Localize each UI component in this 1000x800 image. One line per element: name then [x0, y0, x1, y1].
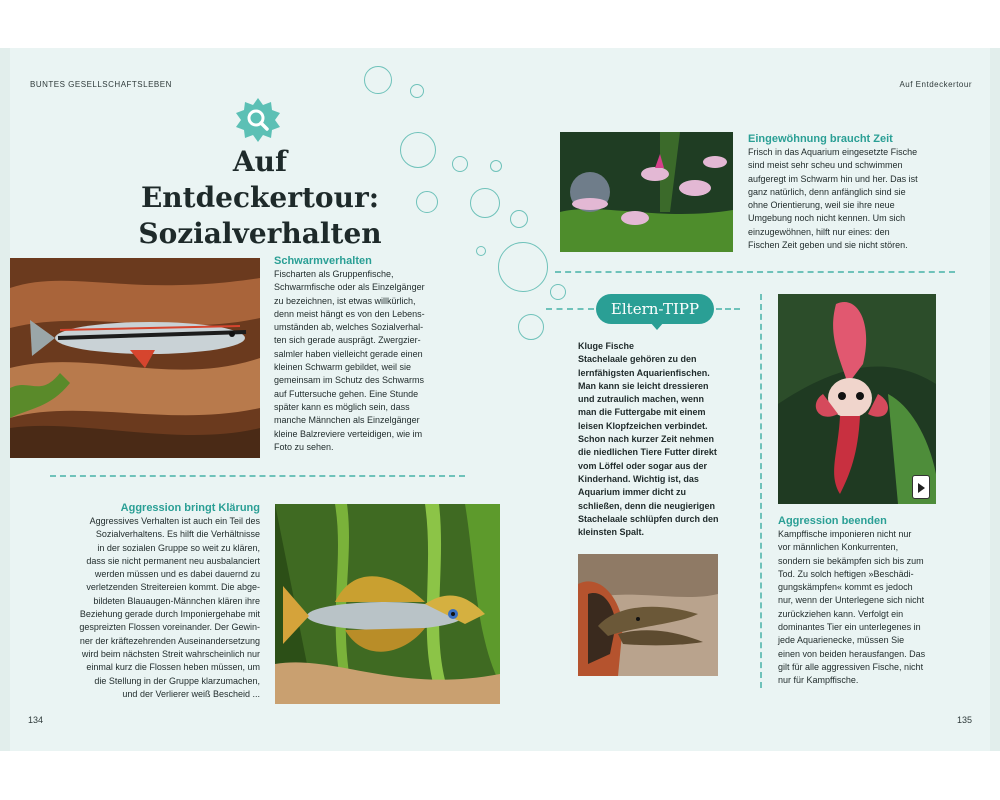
photo-blue-eye-fish: [275, 504, 500, 704]
page-title-line1: Auf Entdeckertour:: [140, 145, 380, 214]
tipp-line-right: [716, 308, 740, 310]
text-line: nur, wenn der Unterlegene sich nicht: [778, 595, 925, 606]
page-title: [110, 144, 410, 252]
text-line: werden müssen und es dabei dauernd zu: [94, 569, 260, 580]
text-line: umständen ab, welches Sozialverhal-: [274, 322, 424, 333]
aggression-beenden-heading: Aggression beenden: [778, 515, 887, 527]
text-line: Fischen Zeit geben und sie nicht stören.: [748, 240, 908, 251]
tipp-line-left: [546, 308, 594, 310]
video-play-icon[interactable]: [912, 475, 930, 499]
text-line: Umgebung noch nicht kennen. Um sich: [748, 213, 906, 224]
tipp-text: [578, 353, 753, 539]
text-line: ganz natürlich, denn anfänglich sind sie: [748, 186, 906, 197]
text-line: aufgeregt im Schwarm hin und her. Das ist: [748, 173, 918, 184]
text-line: einen von beiden herausfangen. Das: [778, 648, 926, 659]
eingewoehnung-heading: Eingewöhnung braucht Zeit: [748, 133, 893, 145]
text-line: Fischarten als Gruppenfische,: [274, 269, 394, 279]
text-line: und der Verlierer weiß Bescheid ...: [122, 688, 260, 699]
schwarm-text: [274, 268, 464, 454]
text-line: dass sie nicht permanent neu ausbalanciert: [86, 555, 260, 566]
text-line: Schon nach kurzer Zeit nehmen: [578, 434, 715, 445]
text-line: einmal kurz die Flossen heben müssen, um: [86, 662, 260, 673]
text-line: zu bezeichnen, ist etwas willkürlich,: [274, 295, 416, 306]
running-head-right: Auf Entdeckertour: [899, 80, 972, 89]
text-line: gespreizten Flossen voreinander. Der Gewin-: [79, 622, 260, 633]
text-line: kleinen Schwarm gebildet, weil sie: [274, 362, 412, 373]
schwarm-heading: Schwarmverhalten: [274, 255, 372, 267]
text-line: Man kann sie leicht dressieren: [578, 380, 709, 391]
eingewoehnung-section: [748, 132, 973, 252]
photo-betta-fish: [778, 294, 936, 504]
right-gutter: [990, 48, 1000, 751]
text-line: kleinsten Spalt.: [578, 527, 645, 538]
text-line: salmler haben vielleicht gerade einen: [274, 348, 423, 359]
photo-spiny-eel: [578, 554, 718, 676]
text-line: Schwarmfische oder als Einzelgänger: [274, 282, 425, 293]
eltern-tipp-tail: [650, 322, 664, 330]
text-line: vor männlichen Konkurrenten,: [778, 542, 899, 553]
left-gutter: [0, 48, 10, 751]
aggression-beenden-section: [778, 514, 973, 688]
text-line: ner der kräftezehrenden Auseinandersetzung: [79, 635, 260, 646]
tipp-box-border: [760, 294, 762, 688]
text-line: Kampffische imponieren nicht nur: [778, 529, 912, 539]
text-line: nur für Kampffische.: [778, 675, 859, 686]
tipp-heading: Kluge Fische: [578, 341, 635, 351]
text-line: wird beim nächsten Streit wahrscheinlich nur: [81, 648, 260, 659]
text-line: einzugewöhnen, hilft nur eines: den: [748, 226, 890, 237]
running-head-left: BUNTES GESELLSCHAFTSLEBEN: [30, 80, 172, 89]
aggression-heading: Aggression bringt Klärung: [120, 502, 260, 514]
text-line: später kann es möglich sein, dass: [274, 401, 410, 412]
text-line: dominantes Tier ein unterlegenes in: [778, 622, 921, 633]
text-line: leisen Klopfzeichen verbindet.: [578, 420, 708, 431]
eltern-tipp-label: Eltern-TIPP: [596, 294, 714, 324]
text-line: vom Löffel oder sogar aus der: [578, 460, 708, 471]
aggression-text: [50, 515, 260, 701]
text-line: die niedlichen Tiere Futter direkt: [578, 447, 717, 458]
page-title-line2: Sozialverhalten: [138, 217, 382, 250]
text-line: gilt für alle aggressiven Fische, nicht: [778, 661, 924, 672]
text-line: ten sich gerade ausprägt. Zwergzier-: [274, 335, 421, 346]
text-line: sind meist sehr scheu und schwimmen: [748, 160, 903, 171]
text-line: Tod. Zu solch heftigen »Beschädi-: [778, 568, 914, 579]
text-line: verletzenden Streitereien kommt. Die abge-: [86, 582, 260, 593]
text-line: Sozialverhaltens. Es hilft die Verhältnisse: [95, 529, 260, 540]
page-number-right: 135: [956, 715, 972, 725]
text-line: und zutraulich machen, wenn: [578, 394, 705, 405]
text-line: die Stellung in der Gruppe klarzumachen,: [94, 675, 260, 686]
schwarm-section: [274, 254, 464, 454]
photo-pencilfish: [10, 258, 260, 458]
text-line: kleine Balzreviere verteidigen, wie im: [274, 428, 423, 439]
text-line: denn meist hängt es von den Lebens-: [274, 308, 425, 319]
aggression-section: [50, 501, 260, 701]
text-line: in der sozialen Gruppe so weit zu klären,: [97, 542, 260, 553]
text-line: Aggressives Verhalten ist auch ein Teil des: [89, 516, 260, 526]
text-line: manche Männchen als Einzelgänger: [274, 415, 420, 426]
section-divider: [555, 271, 955, 273]
text-line: lernfähigsten Aquarienfischen.: [578, 367, 710, 378]
text-line: schließen, denn die neugierigen: [578, 500, 716, 511]
tipp-section: [578, 340, 753, 539]
book-spread: [10, 48, 990, 751]
eingewoehnung-text: [748, 146, 973, 252]
section-divider: [50, 475, 465, 477]
text-line: Beziehung gerade durch Imponiergehabe mit: [79, 609, 260, 620]
text-line: zurückziehen kann. Verfolgt ein: [778, 608, 904, 619]
text-line: Stachelaale gehören zu den: [578, 354, 697, 365]
text-line: Stachelaale schlüpfen durch den: [578, 513, 719, 524]
text-line: sondern sie bekämpfen sich bis zum: [778, 555, 924, 566]
page-number-left: 134: [28, 715, 44, 725]
text-line: Aquarium immer dicht zu: [578, 487, 687, 498]
magnifier-icon: [236, 98, 280, 142]
text-line: Foto zu sehen.: [274, 441, 334, 452]
text-line: Kinderhand. Wichtig ist, das: [578, 473, 699, 484]
text-line: man die Futtergabe mit einem: [578, 407, 706, 418]
text-line: jede Aquarienecke, müssen Sie: [778, 635, 905, 646]
text-line: gungskämpfen« kommt es jedoch: [778, 582, 913, 593]
aggression-beenden-text: [778, 528, 973, 688]
photo-schooling-fish: [560, 132, 733, 252]
text-line: auf Futtersuche gehen. Eine Stunde: [274, 388, 419, 399]
text-line: ohne Orientierung, weil sie ihre neue: [748, 200, 895, 211]
text-line: Frisch in das Aquarium eingesetzte Fische: [748, 147, 918, 157]
text-line: gemeinsam im Schutz des Schwarms: [274, 375, 425, 386]
text-line: bildeten Blauaugen-Männchen klären ihre: [93, 595, 260, 606]
